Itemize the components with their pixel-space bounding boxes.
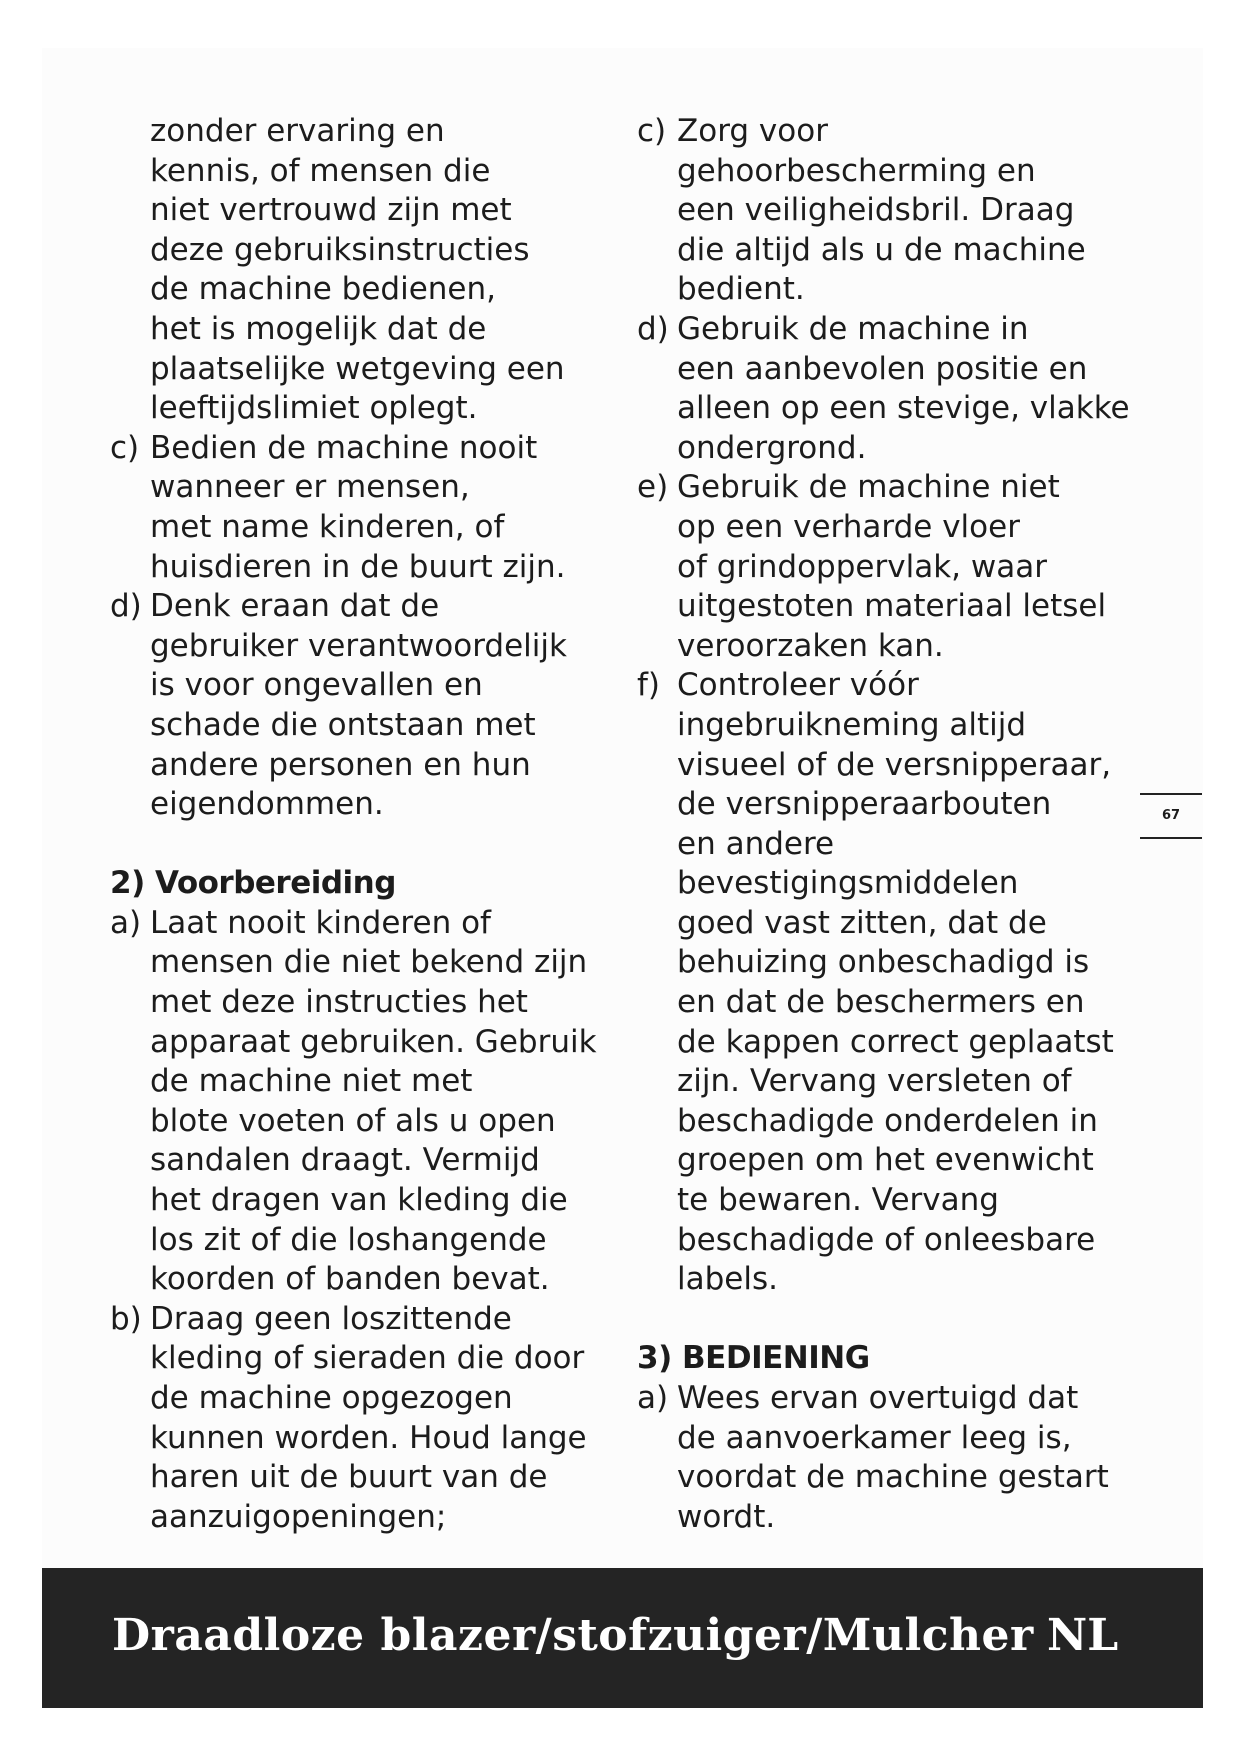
text-line: op een verharde vloer — [677, 508, 1020, 545]
footer-title: Draadloze blazer/stofzuiger/Mulcher — [112, 1610, 1034, 1661]
text-line: labels. — [677, 1261, 778, 1298]
left-column — [110, 112, 630, 1537]
text-line: haren uit de buurt van de — [150, 1459, 548, 1496]
text-line: die altijd als u de machine — [677, 231, 1086, 268]
item-letter: d) — [110, 588, 142, 625]
text-line: kennis, of mensen die — [150, 152, 491, 189]
text-line: Zorg voor — [677, 113, 828, 149]
text-line: beschadigde of onleesbare — [677, 1221, 1096, 1258]
text-line: zonder ervaring en — [150, 113, 445, 149]
list-item-c — [637, 112, 1157, 310]
text-line: de aanvoerkamer leeg is, — [677, 1419, 1072, 1456]
text-line: leeftijdslimiet oplegt. — [150, 390, 478, 427]
list-item-a — [110, 904, 630, 1300]
right-column — [637, 112, 1157, 1537]
text-line: Bedien de machine nooit — [150, 429, 538, 466]
spacer — [110, 825, 630, 865]
section-heading-bediening: 3) BEDIENING — [637, 1340, 870, 1377]
text-line: ondergrond. — [677, 429, 867, 466]
language-code: NL — [1047, 1610, 1119, 1661]
spacer — [637, 1300, 1157, 1340]
text-line: bevestigingsmiddelen — [677, 865, 1019, 902]
text-line: niet vertrouwd zijn met — [150, 192, 512, 229]
text-line: en dat de beschermers en — [677, 984, 1085, 1021]
list-item-a — [637, 1379, 1157, 1537]
text-line: veroorzaken kan. — [677, 627, 944, 664]
text-line: kleding of sieraden die door — [150, 1340, 585, 1377]
continued-paragraph — [110, 112, 630, 429]
text-line: goed vast zitten, dat de — [677, 904, 1047, 941]
text-line: Denk eraan dat de — [150, 588, 440, 625]
text-line: blote voeten of als u open — [150, 1102, 556, 1139]
list-item-e — [637, 468, 1157, 666]
text-line: apparaat gebruiken. Gebruik — [150, 1023, 597, 1060]
text-line: wordt. — [677, 1498, 776, 1535]
page-number: 67 — [1161, 808, 1181, 823]
text-line: wanneer er mensen, — [150, 469, 470, 506]
list-item-b — [110, 1300, 630, 1538]
item-letter: d) — [637, 310, 669, 347]
text-line: Wees ervan overtuigd dat — [677, 1380, 1079, 1416]
footer-bar — [42, 1568, 1203, 1708]
text-line: gebruiker verantwoordelijk — [150, 627, 567, 664]
text-line: groepen om het evenwicht — [677, 1142, 1094, 1179]
text-line: uitgestoten materiaal letsel — [677, 588, 1107, 625]
text-line: met deze instructies het — [150, 984, 528, 1021]
text-line: en andere — [677, 825, 835, 862]
text-line: bedient. — [677, 271, 805, 308]
text-line: aanzuigopeningen; — [150, 1498, 447, 1535]
item-letter: b) — [110, 1300, 142, 1337]
list-item-d — [110, 587, 630, 825]
text-line: behuizing onbeschadigd is — [677, 944, 1090, 981]
text-line: koorden of banden bevat. — [150, 1261, 550, 1298]
text-line: kunnen worden. Houd lange — [150, 1419, 587, 1456]
text-line: met name kinderen, of — [150, 508, 505, 545]
text-line: het dragen van kleding die — [150, 1182, 568, 1219]
text-line: is voor ongevallen en — [150, 667, 483, 704]
text-line: een aanbevolen positie en — [677, 350, 1088, 387]
text-line: eigendommen. — [150, 786, 384, 823]
text-line: te bewaren. Vervang — [677, 1182, 999, 1219]
text-line: voordat de machine gestart — [677, 1459, 1109, 1496]
section-heading-voorbereiding: 2) Voorbereiding — [110, 865, 396, 902]
text-line: mensen die niet bekend zijn — [150, 944, 588, 981]
text-line: deze gebruiksinstructies — [150, 231, 530, 268]
text-line: Draag geen loszittende — [150, 1300, 512, 1337]
text-line: plaatselijke wetgeving een — [150, 350, 565, 387]
list-item-d — [637, 310, 1157, 468]
text-line: visueel of de versnipperaar, — [677, 746, 1112, 783]
text-line: de machine niet met — [150, 1063, 473, 1100]
text-line: zijn. Vervang versleten of — [677, 1063, 1072, 1100]
text-line: ingebruikneming altijd — [677, 706, 1027, 743]
text-line: alleen op een stevige, vlakke — [677, 390, 1130, 427]
page-number-marker — [1140, 793, 1202, 839]
text-line: los zit of die loshangende — [150, 1221, 547, 1258]
text-line: de machine bedienen, — [150, 271, 497, 308]
item-letter: c) — [637, 113, 667, 149]
text-line: of grindoppervlak, waar — [677, 548, 1047, 585]
text-line: het is mogelijk dat de — [150, 310, 487, 347]
text-line: andere personen en hun — [150, 746, 531, 783]
divider — [1140, 837, 1202, 839]
item-letter: a) — [637, 1380, 669, 1416]
item-letter: e) — [637, 469, 669, 506]
text-line: de machine opgezogen — [150, 1380, 513, 1416]
text-line: Gebruik de machine niet — [677, 469, 1060, 506]
text-line: Controleer vóór — [677, 667, 919, 704]
text-line: beschadigde onderdelen in — [677, 1102, 1098, 1139]
item-letter: a) — [110, 904, 142, 941]
list-item-c — [110, 429, 630, 587]
text-line: Gebruik de machine in — [677, 310, 1029, 347]
text-line: schade die ontstaan met — [150, 706, 536, 743]
text-line: sandalen draagt. Vermijd — [150, 1142, 540, 1179]
item-letter: f) — [637, 667, 661, 704]
text-line: Laat nooit kinderen of — [150, 904, 491, 941]
list-item-f — [637, 666, 1157, 1300]
text-line: een veiligheidsbril. Draag — [677, 192, 1075, 229]
item-letter: c) — [110, 429, 140, 466]
text-line: de kappen correct geplaatst — [677, 1023, 1114, 1060]
text-line: gehoorbescherming en — [677, 152, 1036, 189]
text-line: huisdieren in de buurt zijn. — [150, 548, 566, 585]
text-line: de versnipperaarbouten — [677, 786, 1052, 823]
